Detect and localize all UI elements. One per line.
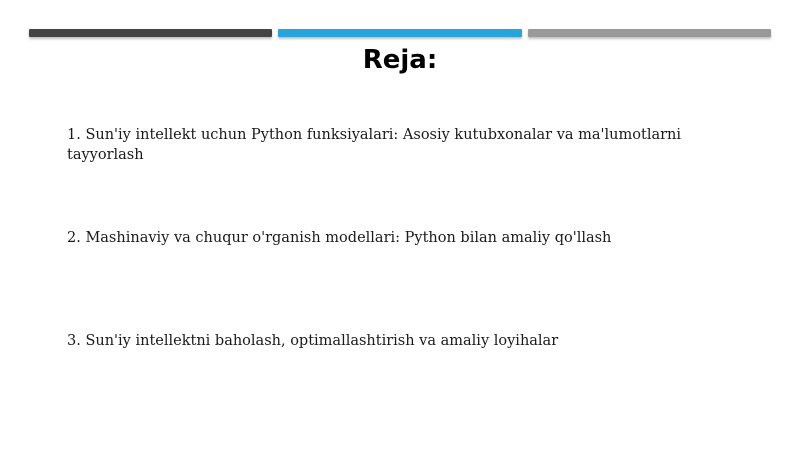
accent-bar-blue [278,29,522,37]
accent-bar-gray [528,29,771,37]
agenda-item-1: 1. Sun'iy intellekt uchun Python funksiyalari: Asosiy kutubxonalar va ma'lumotlarni tayyorlash [67,127,682,163]
agenda-item-3: 3. Sun'iy intellektni baholash, optimallashtirish va amaliy loyihalar [67,333,559,349]
agenda-item-2: 2. Mashinaviy va chuqur o'rganish modellari: Python bilan amaliy qo'llash [67,230,612,246]
slide-title: Reja: [362,45,438,75]
accent-bar-dark [29,29,272,37]
